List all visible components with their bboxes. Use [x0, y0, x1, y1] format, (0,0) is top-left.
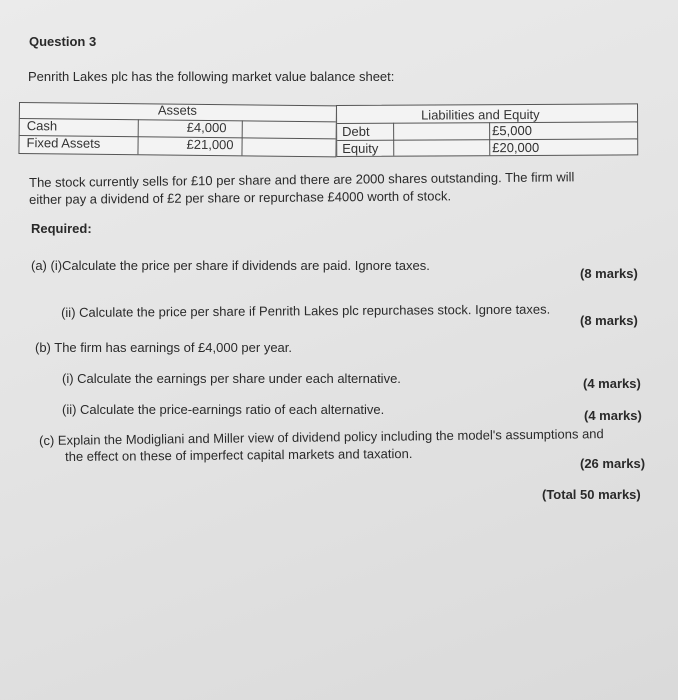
liability-value-debt: £5,000 — [492, 122, 532, 139]
part-a-ii: (ii) Calculate the price per share if Penrith Lakes plc repurchases stock. Ignore taxes. — [61, 301, 551, 320]
divider — [337, 121, 637, 124]
part-b-i-marks: (4 marks) — [583, 376, 641, 391]
part-c-line-1: (c) Explain the Modigliani and Miller view of dividend policy including the model's assumptions and — [39, 426, 604, 448]
part-a-i: (a) (i)Calculate the price per share if dividends are paid. Ignore taxes. — [31, 258, 430, 273]
part-c-marks: (26 marks) — [580, 456, 646, 471]
liability-value-equity: £20,000 — [492, 139, 540, 156]
total-marks: (Total 50 marks) — [542, 487, 641, 502]
divider — [337, 138, 637, 141]
divider — [393, 123, 394, 156]
liabilities-table — [336, 103, 638, 157]
part-b: (b) The firm has earnings of £4,000 per year. — [35, 340, 293, 355]
part-b-ii-marks: (4 marks) — [584, 408, 642, 423]
asset-value-cash: £4,000 — [186, 119, 227, 136]
part-c-line-2: the effect on these of imperfect capital markets and taxation. — [65, 445, 413, 464]
assets-header: Assets — [157, 102, 198, 118]
body-line-2: either pay a dividend of £2 per share or repurchase £4000 worth of stock. — [29, 188, 452, 207]
liability-label-equity: Equity — [342, 140, 379, 156]
body-line-1: The stock currently sells for £10 per share and there are 2000 shares outstanding. The firm will — [29, 169, 575, 190]
question-title: Question 3 — [29, 34, 97, 49]
assets-table — [18, 102, 337, 157]
asset-label-cash: Cash — [26, 118, 58, 134]
asset-value-fixed: £21,000 — [186, 136, 234, 153]
liabilities-header: Liabilities and Equity — [421, 106, 540, 123]
part-a-ii-marks: (8 marks) — [580, 313, 638, 328]
divider — [489, 122, 490, 155]
asset-label-fixed: Fixed Assets — [26, 135, 101, 151]
part-a-i-marks: (8 marks) — [580, 266, 638, 281]
required-heading: Required: — [31, 221, 92, 236]
question-intro: Penrith Lakes plc has the following market value balance sheet: — [28, 69, 395, 84]
divider — [20, 118, 336, 122]
liability-label-debt: Debt — [342, 123, 370, 139]
divider — [137, 119, 138, 154]
part-b-ii: (ii) Calculate the price-earnings ratio of each alternative. — [62, 402, 385, 417]
part-b-i: (i) Calculate the earnings per share under each alternative. — [62, 371, 401, 386]
divider — [241, 120, 242, 155]
